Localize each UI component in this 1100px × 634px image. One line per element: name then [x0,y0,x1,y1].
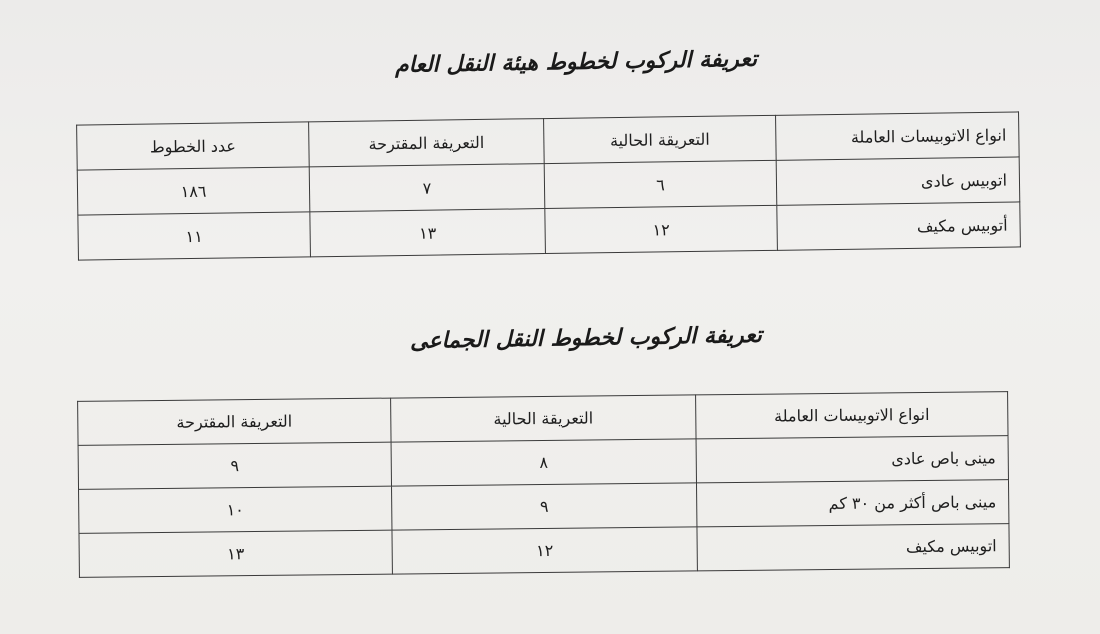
bus-type-cell: اتوبيس مكيف [697,524,1009,571]
column-header: عدد الخطوط [77,122,310,170]
bus-type-cell: مينى باص أكثر من ٣٠ كم [696,480,1008,527]
column-header: التعريفة المقترحة [78,398,391,445]
current-fare-cell: ١٢ [545,205,778,253]
proposed-fare-cell: ٩ [78,442,391,489]
bus-type-cell: أتوبيس مكيف [777,202,1021,250]
lines-count-cell: ١١ [78,212,311,260]
table2-title: تعريفة الركوب لخطوط النقل الجماعى [409,322,763,355]
lines-count-cell: ١٨٦ [77,167,310,215]
proposed-fare-cell: ١٣ [79,530,392,577]
table-row [79,524,1009,578]
current-fare-cell: ٦ [544,160,777,208]
column-header: انواع الاتوبيسات العاملة [776,112,1020,160]
current-fare-cell: ١٢ [392,527,697,574]
column-header: التعريقة الحالية [391,395,696,442]
bus-type-cell: مينى باص عادى [696,436,1008,483]
public-transport-fare-table [76,111,1021,260]
current-fare-cell: ٨ [391,439,696,486]
proposed-fare-cell: ١٠ [79,486,392,533]
proposed-fare-cell: ١٣ [310,209,546,257]
table1-title: تعريفة الركوب لخطوط هيئة النقل العام [394,46,758,79]
bus-type-cell: اتوبيس عادى [776,157,1020,205]
column-header: التعريفة المقترحة [309,119,545,167]
proposed-fare-cell: ٧ [309,164,545,212]
current-fare-cell: ٩ [392,483,697,530]
column-header: انواع الاتوبيسات العاملة [696,392,1008,439]
collective-transport-fare-table [77,391,1010,578]
column-header: التعريقة الحالية [544,115,777,163]
